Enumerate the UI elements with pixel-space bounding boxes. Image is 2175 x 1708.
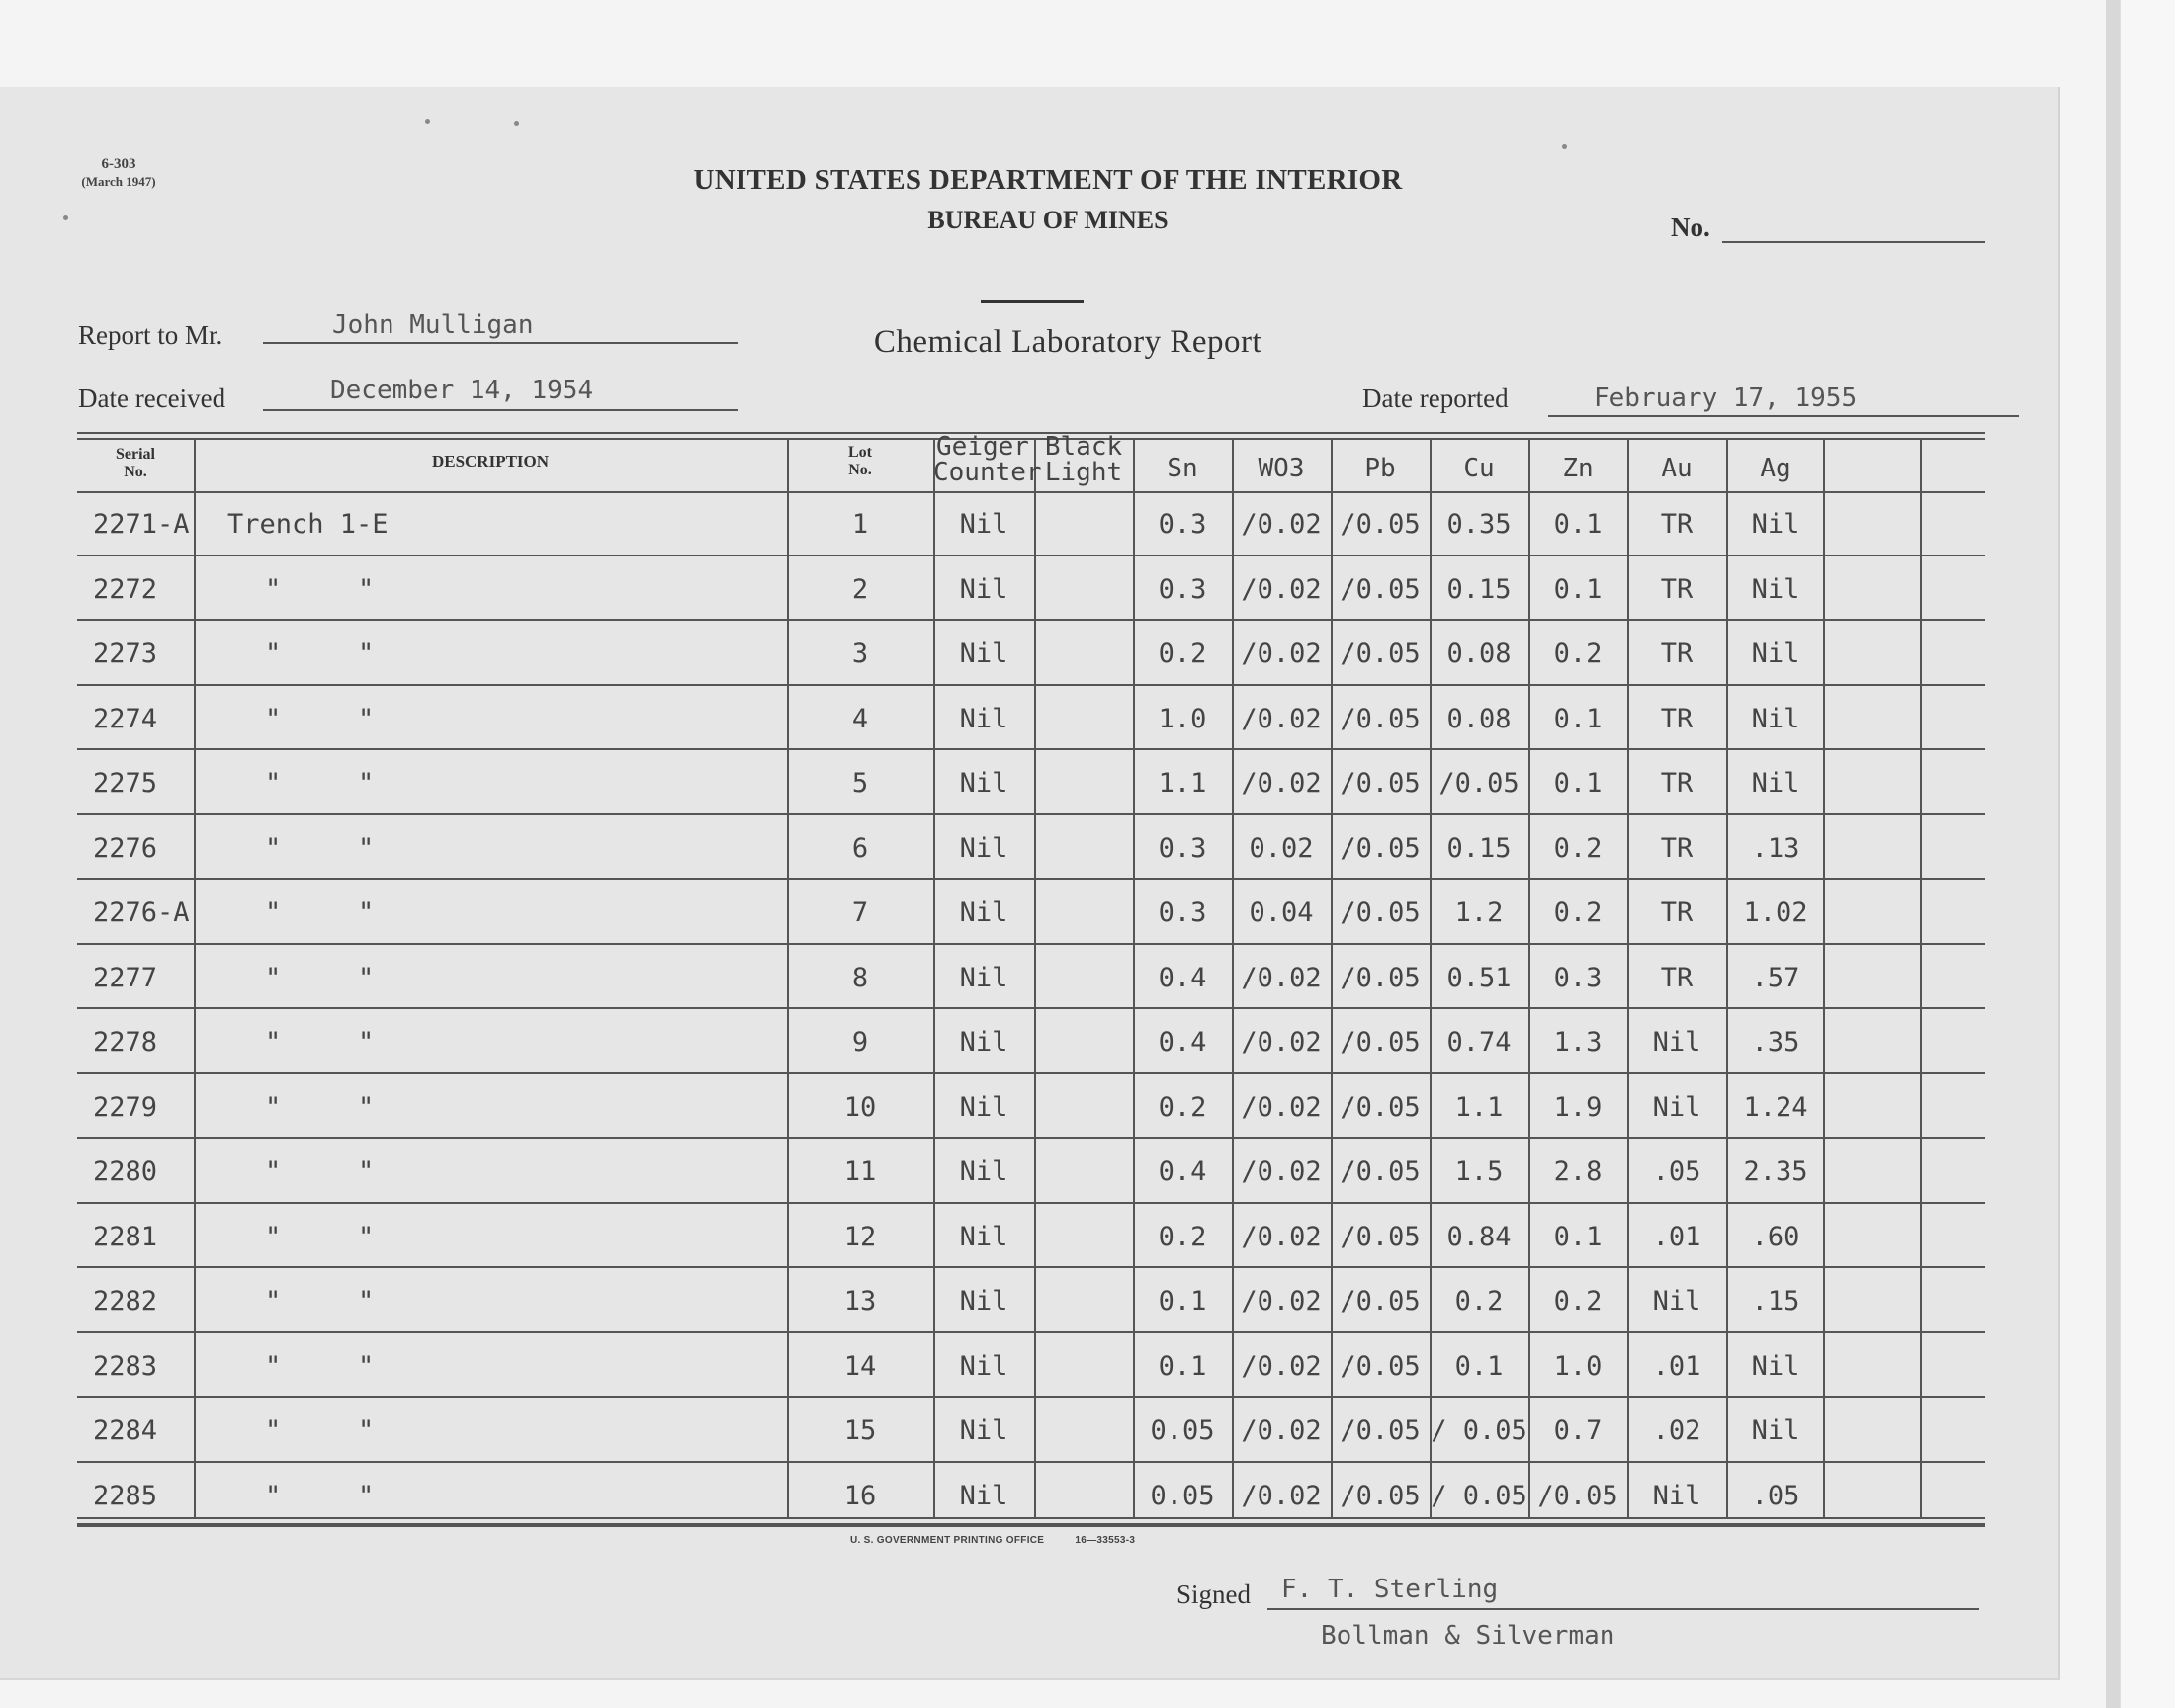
signature-field[interactable] [1267, 1575, 1979, 1610]
cu-cell: 1.5 [1454, 1156, 1504, 1187]
ditto-mark: " [358, 1480, 375, 1511]
cu-cell: 0.74 [1446, 1027, 1512, 1058]
ag-cell: Nil [1751, 509, 1800, 540]
lot-cell: 6 [851, 832, 869, 864]
date-received-label: Date received [78, 384, 226, 413]
ag-cell: .05 [1751, 1480, 1800, 1511]
ag-cell: Nil [1751, 768, 1800, 799]
sn-cell: 1.1 [1158, 768, 1207, 799]
ditto-mark: " [265, 1480, 282, 1511]
pb-cell: /0.05 [1340, 1350, 1421, 1382]
wo3-cell: /0.02 [1241, 1480, 1322, 1511]
geiger-cell: Nil [959, 639, 1008, 669]
au-cell: Nil [1652, 1286, 1701, 1317]
lot-cell: 7 [851, 897, 869, 928]
ditto-mark: " [265, 703, 282, 734]
firm-name: Bollman & Silverman [1321, 1621, 1615, 1651]
cu-cell: 0.15 [1446, 573, 1512, 605]
zn-cell: 1.9 [1553, 1091, 1603, 1123]
table-bottom-rule-2 [77, 1523, 1985, 1525]
ag-cell: Nil [1751, 639, 1800, 669]
header-serial-line2: No. [124, 464, 147, 480]
header-pb: Pb [1364, 454, 1396, 483]
geiger-cell: Nil [959, 1221, 1008, 1252]
scan-speck [63, 215, 68, 220]
header-au: Au [1661, 454, 1693, 483]
zn-cell: 0.1 [1553, 509, 1603, 540]
geiger-cell: Nil [959, 962, 1008, 993]
ditto-mark: " [265, 962, 282, 993]
wo3-cell: /0.02 [1241, 639, 1322, 669]
header-zn: Zn [1562, 454, 1594, 483]
wo3-cell: /0.02 [1241, 509, 1322, 540]
lot-cell: 9 [851, 1027, 869, 1058]
wo3-cell: /0.02 [1241, 1350, 1322, 1382]
wo3-cell: 0.02 [1249, 832, 1314, 864]
table-row [77, 1204, 1985, 1269]
ditto-mark: " [358, 703, 375, 734]
signed-by: F. T. Sterling [1281, 1575, 1499, 1604]
lot-cell: 3 [851, 639, 869, 669]
sn-cell: 0.1 [1158, 1350, 1207, 1382]
header-lot [787, 444, 933, 479]
geiger-cell: Nil [959, 897, 1008, 928]
serial-cell: 2274 [93, 703, 158, 734]
header-black-light [1034, 434, 1133, 485]
ditto-mark: " [265, 1415, 282, 1446]
ditto-mark: " [265, 1221, 282, 1252]
ditto-mark: " [265, 1286, 282, 1317]
lot-cell: 8 [851, 962, 869, 993]
ditto-mark: " [265, 832, 282, 864]
au-cell: TR [1660, 573, 1694, 605]
ag-cell: 1.02 [1743, 897, 1808, 928]
ag-cell: .60 [1751, 1221, 1800, 1252]
zn-cell: 0.7 [1553, 1415, 1603, 1446]
zn-cell: 1.0 [1553, 1350, 1603, 1382]
report-number-field[interactable] [1722, 241, 1985, 243]
printing-office-imprint [850, 1535, 1135, 1546]
geiger-cell: Nil [959, 1091, 1008, 1123]
sn-cell: 0.3 [1158, 573, 1207, 605]
ag-cell: 2.35 [1743, 1156, 1808, 1187]
scan-edge [2106, 0, 2120, 1708]
ag-cell: .57 [1751, 962, 1800, 993]
table-row [77, 491, 1985, 556]
sn-cell: 0.05 [1150, 1480, 1215, 1511]
scan-speck [1562, 144, 1567, 149]
zn-cell: 0.1 [1553, 573, 1603, 605]
lot-cell: 15 [843, 1415, 877, 1446]
print-code: 16—33553-3 [1075, 1535, 1136, 1546]
serial-cell: 2276 [93, 832, 158, 864]
pb-cell: /0.05 [1340, 509, 1421, 540]
wo3-cell: /0.02 [1241, 962, 1322, 993]
ditto-mark: " [265, 768, 282, 799]
cu-cell: 1.1 [1454, 1091, 1504, 1123]
zn-cell: 0.1 [1553, 703, 1603, 734]
zn-cell: 0.2 [1553, 897, 1603, 928]
pb-cell: /0.05 [1340, 1415, 1421, 1446]
ditto-mark: " [265, 1027, 282, 1058]
geiger-cell: Nil [959, 1286, 1008, 1317]
header-geiger-line1: Geiger [936, 432, 1029, 462]
geiger-cell: Nil [959, 1480, 1008, 1511]
au-cell: TR [1660, 703, 1694, 734]
wo3-cell: /0.02 [1241, 768, 1322, 799]
ag-cell: 1.24 [1743, 1091, 1808, 1123]
ag-cell: Nil [1751, 703, 1800, 734]
au-cell: .05 [1652, 1156, 1701, 1187]
sn-cell: 0.2 [1158, 639, 1207, 669]
pb-cell: /0.05 [1340, 573, 1421, 605]
ag-cell: .13 [1751, 832, 1800, 864]
pb-cell: /0.05 [1340, 1091, 1421, 1123]
ag-cell: Nil [1751, 1415, 1800, 1446]
header-black-line1: Black [1044, 432, 1123, 462]
table-row [77, 1333, 1985, 1399]
table-row [77, 1268, 1985, 1333]
zn-cell: 0.2 [1553, 832, 1603, 864]
header-description: DESCRIPTION [431, 452, 550, 470]
ditto-mark: " [358, 1221, 375, 1252]
geiger-cell: Nil [959, 703, 1008, 734]
serial-cell: 2283 [93, 1350, 158, 1382]
au-cell: TR [1660, 509, 1694, 540]
table-row [77, 621, 1985, 686]
header-serial [77, 446, 194, 481]
cu-cell: 0.51 [1446, 962, 1512, 993]
scan-speck [425, 119, 430, 124]
geiger-cell: Nil [959, 1350, 1008, 1382]
ag-cell: Nil [1751, 1350, 1800, 1382]
pb-cell: /0.05 [1340, 703, 1421, 734]
row-rule [77, 1525, 1985, 1527]
au-cell: TR [1660, 832, 1694, 864]
ditto-mark: " [358, 1415, 375, 1446]
ditto-mark: " [265, 573, 282, 605]
header-lot-line2: No. [848, 462, 872, 478]
lot-cell: 1 [851, 509, 869, 540]
sn-cell: 0.2 [1158, 1091, 1207, 1123]
geiger-cell: Nil [959, 1027, 1008, 1058]
ditto-mark: " [358, 768, 375, 799]
form-date: (March 1947) [81, 174, 156, 189]
zn-cell: /0.05 [1537, 1480, 1618, 1511]
geiger-cell: Nil [959, 573, 1008, 605]
zn-cell: 0.1 [1553, 1221, 1603, 1252]
sn-cell: 0.3 [1158, 832, 1207, 864]
header-serial-line1: Serial [116, 446, 155, 463]
ditto-mark: " [265, 1350, 282, 1382]
lot-cell: 16 [843, 1480, 877, 1511]
cu-cell: 0.35 [1446, 509, 1512, 540]
cu-cell: 0.2 [1454, 1286, 1504, 1317]
ditto-mark: " [358, 962, 375, 993]
date-received-value: December 14, 1954 [330, 376, 594, 405]
cu-cell: / 0.05 [1431, 1480, 1527, 1511]
cu-cell: 0.08 [1446, 639, 1512, 669]
header-lot-line1: Lot [848, 444, 872, 461]
zn-cell: 0.1 [1553, 768, 1603, 799]
lot-cell: 10 [843, 1091, 877, 1123]
lot-cell: 4 [851, 703, 869, 734]
geiger-cell: Nil [959, 1156, 1008, 1187]
zn-cell: 0.2 [1553, 1286, 1603, 1317]
table-bottom-rule [77, 1517, 1985, 1519]
sn-cell: 0.2 [1158, 1221, 1207, 1252]
ag-cell: .15 [1751, 1286, 1800, 1317]
ditto-mark: " [358, 1091, 375, 1123]
lot-cell: 2 [851, 573, 869, 605]
report-to-field[interactable] [263, 310, 738, 344]
wo3-cell: /0.02 [1241, 1221, 1322, 1252]
ditto-mark: " [265, 1091, 282, 1123]
form-number [59, 156, 178, 190]
serial-cell: 2275 [93, 768, 158, 799]
sn-cell: 0.1 [1158, 1286, 1207, 1317]
cu-cell: 0.08 [1446, 703, 1512, 734]
au-cell: TR [1660, 962, 1694, 993]
date-reported-label: Date reported [1362, 384, 1509, 413]
ditto-mark: " [265, 639, 282, 669]
ag-cell: .35 [1751, 1027, 1800, 1058]
pb-cell: /0.05 [1340, 1156, 1421, 1187]
date-received-field[interactable] [263, 376, 738, 411]
table-row [77, 686, 1985, 751]
scan-margin [2120, 0, 2175, 1708]
cu-cell: 0.1 [1454, 1350, 1504, 1382]
serial-cell: 2277 [93, 962, 158, 993]
ditto-mark: " [358, 832, 375, 864]
ditto-mark: " [358, 1027, 375, 1058]
scan-speck [514, 121, 519, 126]
date-reported-value: February 17, 1955 [1594, 384, 1858, 413]
header-black-line2: Light [1044, 458, 1123, 487]
cu-cell: / 0.05 [1431, 1415, 1527, 1446]
header-cu: Cu [1463, 454, 1495, 483]
sn-cell: 0.4 [1158, 962, 1207, 993]
results-table [77, 432, 1985, 1523]
serial-cell: 2279 [93, 1091, 158, 1123]
pb-cell: /0.05 [1340, 639, 1421, 669]
ditto-mark: " [358, 1156, 375, 1187]
geiger-cell: Nil [959, 768, 1008, 799]
au-cell: .01 [1652, 1221, 1701, 1252]
wo3-cell: /0.02 [1241, 1286, 1322, 1317]
au-cell: Nil [1652, 1091, 1701, 1123]
serial-cell: 2281 [93, 1221, 158, 1252]
header-geiger-line2: Counter [933, 458, 1042, 487]
au-cell: TR [1660, 639, 1694, 669]
au-cell: TR [1660, 768, 1694, 799]
header-wo3: WO3 [1258, 454, 1305, 483]
pb-cell: /0.05 [1340, 962, 1421, 993]
table-row [77, 815, 1985, 881]
table-row [77, 1009, 1985, 1074]
report-to-value: John Mulligan [332, 310, 534, 340]
serial-cell: 2284 [93, 1415, 158, 1446]
au-cell: .01 [1652, 1350, 1701, 1382]
ditto-mark: " [265, 1156, 282, 1187]
table-row [77, 556, 1985, 622]
header-sn: Sn [1167, 454, 1198, 483]
table-row [77, 945, 1985, 1010]
wo3-cell: 0.04 [1249, 897, 1314, 928]
serial-cell: 2282 [93, 1286, 158, 1317]
pb-cell: /0.05 [1340, 897, 1421, 928]
zn-cell: 1.3 [1553, 1027, 1603, 1058]
au-cell: .02 [1652, 1415, 1701, 1446]
lot-cell: 12 [843, 1221, 877, 1252]
au-cell: Nil [1652, 1480, 1701, 1511]
geiger-cell: Nil [959, 832, 1008, 864]
table-row [77, 880, 1985, 945]
wo3-cell: /0.02 [1241, 573, 1322, 605]
ditto-mark: " [358, 1286, 375, 1317]
header-ag: Ag [1760, 454, 1791, 483]
zn-cell: 0.3 [1553, 962, 1603, 993]
pb-cell: /0.05 [1340, 1027, 1421, 1058]
serial-cell: 2278 [93, 1027, 158, 1058]
ditto-mark: " [265, 897, 282, 928]
au-cell: Nil [1652, 1027, 1701, 1058]
serial-cell: 2276-A [93, 897, 190, 928]
table-row [77, 750, 1985, 815]
lot-cell: 13 [843, 1286, 877, 1317]
sn-cell: 0.05 [1150, 1415, 1215, 1446]
ditto-mark: " [358, 897, 375, 928]
cu-cell: 0.15 [1446, 832, 1512, 864]
lot-cell: 14 [843, 1350, 877, 1382]
serial-cell: 2285 [93, 1480, 158, 1511]
serial-cell: 2280 [93, 1156, 158, 1187]
pb-cell: /0.05 [1340, 1221, 1421, 1252]
wo3-cell: /0.02 [1241, 1156, 1322, 1187]
sn-cell: 1.0 [1158, 703, 1207, 734]
serial-cell: 2272 [93, 573, 158, 605]
pb-cell: /0.05 [1340, 832, 1421, 864]
pb-cell: /0.05 [1340, 768, 1421, 799]
pb-cell: /0.05 [1340, 1286, 1421, 1317]
zn-cell: 2.8 [1553, 1156, 1603, 1187]
sn-cell: 0.3 [1158, 509, 1207, 540]
ag-cell: Nil [1751, 573, 1800, 605]
ditto-mark: " [358, 573, 375, 605]
geiger-cell: Nil [959, 1415, 1008, 1446]
cu-cell: 0.84 [1446, 1221, 1512, 1252]
serial-cell: 2271-A [93, 509, 190, 540]
description-cell: Trench 1-E [227, 509, 389, 540]
title-rule [981, 300, 1084, 303]
form-code: 6-303 [101, 156, 136, 172]
wo3-cell: /0.02 [1241, 1415, 1322, 1446]
lot-cell: 5 [851, 768, 869, 799]
report-number-label: No. [1671, 213, 1710, 242]
agency-heading: UNITED STATES DEPARTMENT OF THE INTERIOR [693, 164, 1403, 196]
table-row [77, 1074, 1985, 1140]
ditto-mark: " [358, 639, 375, 669]
sn-cell: 0.4 [1158, 1027, 1207, 1058]
table-row [77, 1139, 1985, 1204]
printing-office-text: U. S. GOVERNMENT PRINTING OFFICE [850, 1535, 1045, 1546]
geiger-cell: Nil [959, 509, 1008, 540]
report-to-label: Report to Mr. [78, 320, 223, 350]
report-title: Chemical Laboratory Report [873, 324, 1262, 360]
date-reported-field[interactable] [1548, 384, 2019, 417]
wo3-cell: /0.02 [1241, 703, 1322, 734]
sn-cell: 0.3 [1158, 897, 1207, 928]
serial-cell: 2273 [93, 639, 158, 669]
bureau-heading: BUREAU OF MINES [927, 206, 1169, 234]
pb-cell: /0.05 [1340, 1480, 1421, 1511]
zn-cell: 0.2 [1553, 639, 1603, 669]
header-geiger [933, 432, 1042, 487]
table-row [77, 1398, 1985, 1463]
ditto-mark: " [358, 1350, 375, 1382]
signed-label: Signed [1176, 1580, 1252, 1609]
lot-cell: 11 [843, 1156, 877, 1187]
wo3-cell: /0.02 [1241, 1091, 1322, 1123]
au-cell: TR [1660, 897, 1694, 928]
cu-cell: /0.05 [1438, 768, 1520, 799]
sn-cell: 0.4 [1158, 1156, 1207, 1187]
wo3-cell: /0.02 [1241, 1027, 1322, 1058]
cu-cell: 1.2 [1454, 897, 1504, 928]
